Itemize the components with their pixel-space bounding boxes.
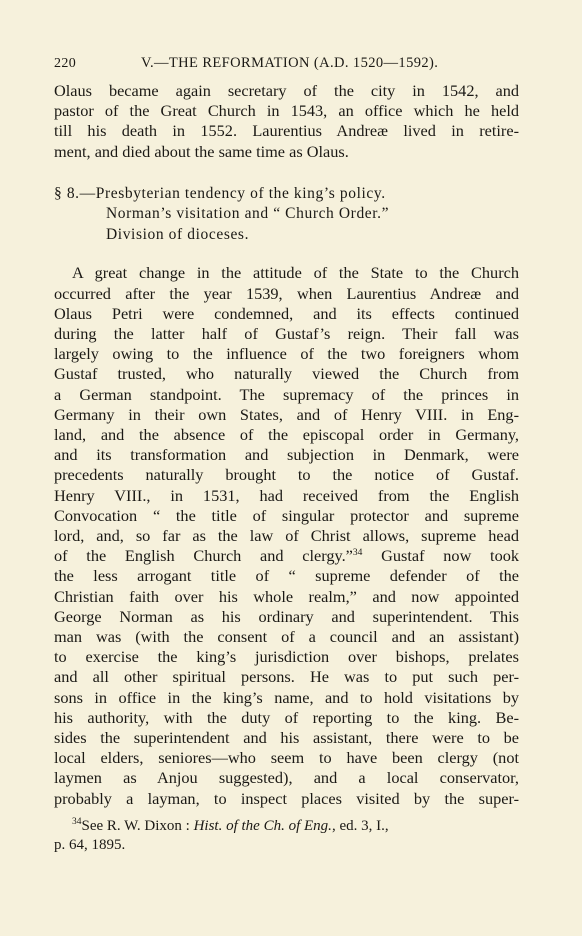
text-line: precedents naturally brought to the notice of Gustaf.	[54, 465, 519, 485]
paragraph-olaus	[54, 81, 519, 162]
paragraph-great-change	[54, 263, 519, 808]
text-line: laymen as Anjou suggested), and a local conservator,	[54, 768, 519, 788]
text-line: sons in office in the king’s name, and to hold visitations by	[54, 687, 519, 707]
text-line-part: Gustaf now took	[362, 546, 519, 566]
footnote-tail: , ed. 3, I.,	[331, 817, 389, 834]
text-line: the less arrogant title of “ supreme defender of the	[54, 566, 519, 586]
text-line: largely owing to the influence of the two foreigners whom	[54, 344, 519, 364]
text-line: land, and the absence of the episcopal order in Germany,	[54, 424, 519, 444]
footnote-lead: See R. W. Dixon :	[81, 817, 194, 834]
text-line: probably a layman, to inspect places visited by the super-	[54, 788, 519, 808]
text-line: lord, and, so far as the law of Christ allows, supreme head	[54, 525, 519, 545]
text-line: a German standpoint. The supremacy of the princes in	[54, 384, 519, 404]
text-line: and its transformation and subjection in Denmark, were	[54, 445, 519, 465]
footnote-line	[72, 817, 519, 836]
text-line: occurred after the year 1539, when Laurentius Andreæ and	[54, 283, 519, 303]
section-heading-line: Norman’s visitation and “ Church Order.”	[106, 205, 390, 223]
footnote	[54, 817, 519, 855]
text-line: his authority, with the duty of reporting to the king. Be-	[54, 707, 519, 727]
text-line: Olaus Petri were condemned, and its effects continued	[54, 303, 519, 323]
text-line: Olaus became again secretary of the city in 1542, and	[54, 81, 519, 100]
text-line: Christian faith over his whole realm,” and now appointed	[54, 586, 519, 606]
text-line: pastor of the Great Church in 1543, an office which he held	[54, 101, 519, 121]
text-line: Convocation “ the title of singular protector and supreme	[54, 505, 519, 525]
text-line: during the latter half of Gustaf’s reign. Their fall was	[54, 323, 519, 343]
section-heading	[54, 184, 519, 246]
page-number: 220	[54, 56, 77, 71]
book-page	[54, 55, 519, 855]
footnote-marker: 34	[72, 816, 82, 827]
running-header	[54, 55, 519, 72]
text-line: A great change in the attitude of the State to the Church	[72, 263, 519, 283]
text-line: George Norman as his ordinary and superintendent. This	[54, 606, 519, 626]
text-line: local elders, seniores—who seem to have been clergy (not	[54, 748, 519, 768]
text-line: sides the superintendent and his assistant, there were to be	[54, 727, 519, 747]
text-line: Germany in their own States, and of Henry VIII. in Eng-	[54, 404, 519, 424]
text-line: to exercise the king’s jurisdiction over bishops, prelates	[54, 647, 519, 667]
section-heading-line: § 8.—Presbyterian tendency of the king’s policy.	[54, 184, 386, 202]
text-line-with-footnote	[54, 546, 519, 566]
section-heading-line: Division of dioceses.	[106, 225, 250, 243]
text-line: ment, and died about the same time as Olaus.	[54, 141, 349, 161]
footnote-reference[interactable]: 34	[352, 548, 363, 559]
running-title: V.—THE REFORMATION (A.D. 1520—1592).	[141, 55, 439, 71]
text-line: and all other spiritual persons. He was to put such per-	[54, 667, 519, 687]
text-line: Henry VIII., in 1531, had received from the English	[54, 485, 519, 505]
text-line: man was (with the consent of a council and an assistant)	[54, 626, 519, 646]
text-line: Gustaf trusted, who naturally viewed the Church from	[54, 364, 519, 384]
footnote-title: Hist. of the Ch. of Eng.	[193, 817, 332, 834]
text-line: till his death in 1552. Laurentius Andreæ lived in retire-	[54, 121, 519, 141]
footnote-line: p. 64, 1895.	[54, 836, 126, 853]
text-line-part: of the English Church and clergy.”	[54, 546, 353, 566]
